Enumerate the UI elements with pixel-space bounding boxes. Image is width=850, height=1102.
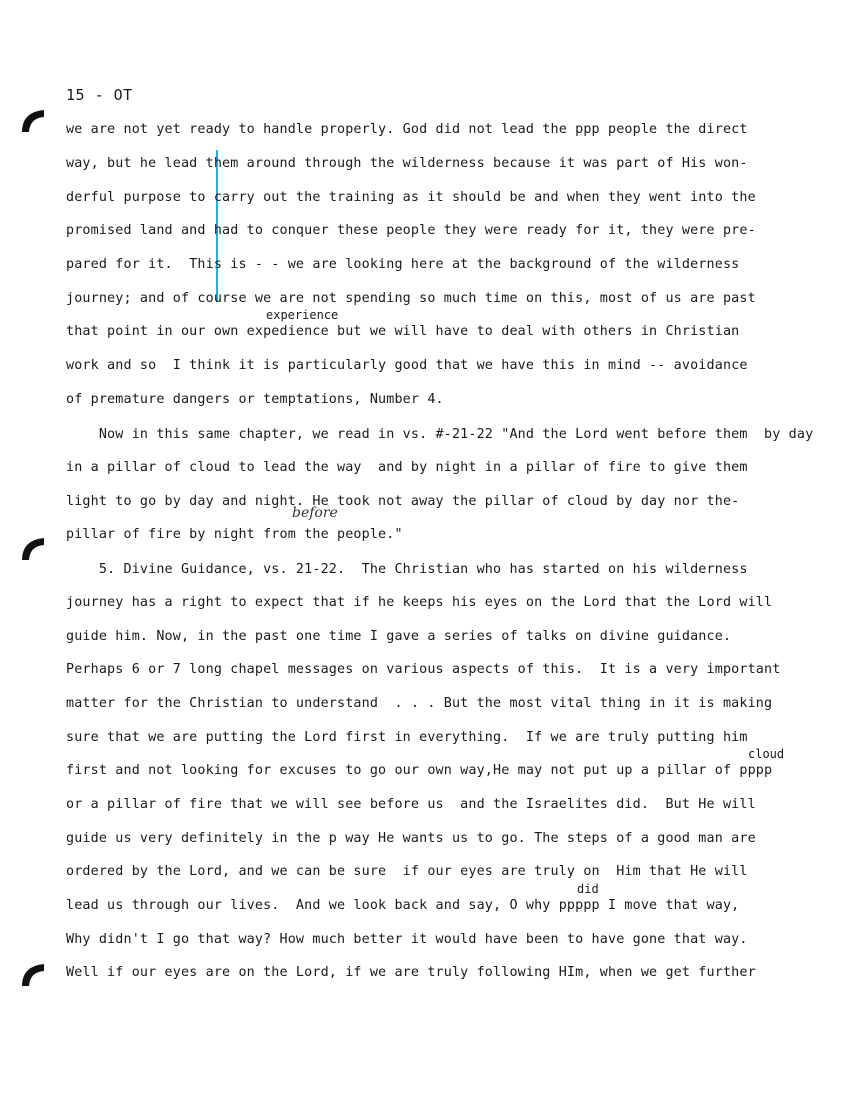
text-line: lead us through our lives. And we look back and say, O why ppppp I move that way,	[66, 898, 740, 913]
text-line: pared for it. This is - - we are looking here at the background of the wilderness	[66, 257, 740, 272]
text-line: guide him. Now, in the past one time I gave a series of talks on divine guidance.	[66, 629, 732, 644]
interlinear-correction: did	[577, 882, 599, 896]
text-line: in a pillar of cloud to lead the way and by night in a pillar of fire to give them	[66, 460, 748, 475]
text-line: matter for the Christian to understand . . . But the most vital thing in it is making	[66, 696, 773, 711]
text-line: sure that we are putting the Lord first in everything. If we are truly putting him	[66, 730, 748, 745]
text-line: light to go by day and night. He took not away the pillar of cloud by day nor the-	[66, 494, 740, 509]
text-line: journey has a right to expect that if he keeps his eyes on the Lord that the Lord will	[66, 595, 773, 610]
text-line: Now in this same chapter, we read in vs. #-21-22 "And the Lord went before them by day	[66, 427, 814, 442]
text-line: first and not looking for excuses to go our own way,He may not put up a pillar of pppp	[66, 763, 773, 778]
text-line: Well if our eyes are on the Lord, if we are truly following HIm, when we get further	[66, 965, 756, 980]
punch-hole-icon	[20, 108, 46, 134]
text-line: promised land and had to conquer these people they were ready for it, they were pre-	[66, 223, 756, 238]
interlinear-correction: experience	[266, 308, 339, 322]
handwritten-correction: before	[292, 505, 338, 521]
text-line: work and so I think it is particularly good that we have this in mind -- avoidance	[66, 358, 748, 373]
text-line: ordered by the Lord, and we can be sure if our eyes are truly on Him that He will	[66, 864, 748, 879]
text-line: we are not yet ready to handle properly. God did not lead the ppp people the direct	[66, 122, 748, 137]
text-line: guide us very definitely in the p way He wants us to go. The steps of a good man are	[66, 831, 756, 846]
text-line: derful purpose to carry out the training as it should be and when they went into the	[66, 190, 756, 205]
punch-hole-icon	[20, 536, 46, 562]
text-line: Perhaps 6 or 7 long chapel messages on various aspects of this. It is a very important	[66, 662, 781, 677]
text-line: that point in our own expedience but we will have to deal with others in Christian	[66, 324, 740, 339]
punch-hole-icon	[20, 962, 46, 988]
text-line: journey; and of course we are not spending so much time on this, most of us are past	[66, 291, 756, 306]
text-line: 5. Divine Guidance, vs. 21-22. The Christian who has started on his wilderness	[66, 562, 748, 577]
text-line: Why didn't I go that way? How much better it would have been to have gone that way.	[66, 932, 748, 947]
interlinear-correction: cloud	[748, 747, 785, 761]
text-line: way, but he lead them around through the wilderness because it was part of His won-	[66, 156, 748, 171]
text-line: of premature dangers or temptations, Number 4.	[66, 392, 444, 407]
text-line: or a pillar of fire that we will see before us and the Israelites did. But He will	[66, 797, 756, 812]
page-reference: 15 - OT	[66, 86, 133, 104]
text-line: pillar of fire by night from the people."	[66, 527, 403, 542]
